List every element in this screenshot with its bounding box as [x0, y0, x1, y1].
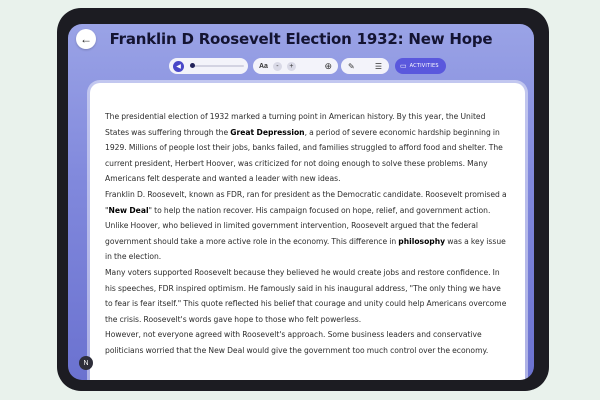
audio-progress-knob[interactable]	[190, 63, 195, 68]
app-screen	[68, 24, 534, 380]
speaker-icon: ◀	[176, 63, 181, 70]
activities-label: ACTIVITIES	[409, 63, 439, 69]
audio-progress-slider[interactable]	[190, 65, 244, 67]
highlighted-term[interactable]: Great Depression	[230, 127, 305, 137]
audio-player	[169, 58, 248, 74]
play-button[interactable]	[173, 61, 184, 72]
paragraph-text: However, not everyone agreed with Roosevelt's approach. Some business leaders and conservative politicians worried that the New Deal would give the government too much control over the economy.	[105, 330, 489, 355]
annotation-tools	[341, 58, 389, 74]
activities-button[interactable]	[395, 58, 446, 74]
list-icon[interactable]: ☰	[374, 61, 382, 71]
paragraph-text: Franklin D. Roosevelt, known as FDR, ran for president as the Democratic candidate. Roosevelt promised a "	[105, 189, 507, 215]
text-size-icon: Aa	[259, 62, 268, 70]
font-increase-button[interactable]: +	[287, 62, 296, 71]
article-text	[90, 83, 525, 359]
pen-icon[interactable]: ✎	[348, 61, 355, 71]
font-decrease-button[interactable]: -	[273, 62, 282, 71]
article-paragraph	[105, 327, 509, 358]
globe-icon[interactable]: ⊕	[324, 60, 332, 71]
n-icon: N	[83, 359, 89, 367]
paragraph-text: The presidential election of 1932 marked a turning point in American history. By this year, the United States was suffering through the	[105, 112, 486, 137]
highlighted-term[interactable]: philosophy	[398, 236, 446, 246]
help-button[interactable]	[79, 356, 93, 370]
page-title: Franklin D Roosevelt Election 1932: New Hope	[109, 30, 493, 48]
paragraph-text: , a period of severe economic hardship beginning in 1929. Millions of people lost their jobs, banks failed, and families struggled to afford food and shelter. The current president, Herbert Hoover, was criticized for not doing enough to solve these problems. Many Americans felt desperate and wanted a leader with new ideas.	[105, 127, 503, 184]
activities-icon: ▭	[400, 63, 407, 70]
font-size-tools	[253, 58, 338, 74]
article-paragraph	[105, 187, 509, 265]
paragraph-text: was a key issue in the election.	[105, 236, 506, 262]
article-paragraph	[105, 265, 509, 327]
article-paragraph	[105, 109, 509, 187]
reading-card	[90, 83, 525, 380]
highlighted-term[interactable]: New Deal	[108, 205, 149, 215]
paragraph-text: Many voters supported Roosevelt because they believed he would create jobs and restore confidence. In his speeches, FDR inspired optimism. He famously said in his inaugural address, "The only thing we have to fear is fear itself." This quote reflected his belief that courage and unity could help Americans overcome the crisis. Roosevelt's words gave hope to those who felt powerless.	[105, 267, 507, 324]
arrow-left-icon: ←	[80, 32, 92, 46]
paragraph-text: " to help the nation recover. His campaign focused on hope, relief, and government action. Unlike Hoover, who believed in limited government intervention, Roosevelt argued that the federal government should take a more active role in the economy. This difference in	[105, 205, 491, 246]
